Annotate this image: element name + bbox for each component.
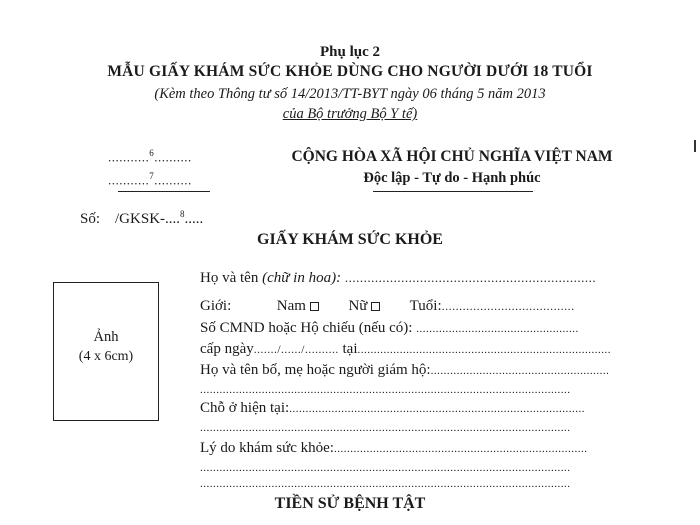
reason-continuation-1[interactable]: ..................................................................................................................	[200, 462, 571, 474]
motto-underline	[373, 191, 533, 192]
medical-history-heading: TIỀN SỬ BỆNH TẬT	[274, 495, 426, 512]
footnote-8: 8	[180, 209, 185, 219]
id-number-field[interactable]	[200, 320, 579, 337]
photo-size: (4 x 6cm)	[78, 349, 134, 364]
id-label: Số CMND hoặc Hộ chiếu (nếu có):	[200, 320, 417, 336]
full-name-field[interactable]	[200, 270, 596, 287]
reason-dots: ..............................................................................	[333, 443, 588, 455]
gender-label: Giới:	[200, 298, 232, 314]
agency-line-2: ...........$^7$..........	[108, 171, 192, 188]
agency-line-1: ...........$^6$..........	[108, 148, 192, 165]
guardian-field[interactable]	[200, 362, 609, 379]
issue-date-dots: ......./....../..........	[253, 344, 339, 356]
residence-continuation[interactable]: ..................................................................................................................	[200, 422, 571, 434]
form-title: MẪU GIẤY KHÁM SỨC KHỎE DÙNG CHO NGƯỜI DƯỚI 18 TUỔI	[107, 63, 593, 80]
issue-date-label: cấp ngày	[200, 341, 254, 357]
footnote-6: 6	[149, 148, 155, 158]
issue-place-dots: ..............................................................................	[357, 344, 611, 356]
issuing-authority: của Bộ trưởng Bộ Y tế)	[282, 106, 418, 122]
document-title: GIẤY KHÁM SỨC KHỎE	[257, 231, 443, 248]
full-name-dots: ...................................................................	[341, 270, 597, 285]
issue-place-label: tại	[342, 341, 358, 357]
age-dots[interactable]: ......................................	[441, 299, 575, 313]
document-number: Số: /GKSK-....$^8$.....	[80, 209, 204, 227]
reason-label: Lý do khám sức khỏe:	[200, 440, 334, 456]
guardian-continuation[interactable]: ..................................................................................................................	[200, 384, 571, 396]
guardian-label: Họ và tên bố, mẹ hoặc người giám hộ:	[200, 362, 431, 378]
reason-continuation-2[interactable]: ..................................................................................................................	[200, 478, 571, 490]
age-label: Tuổi:	[409, 298, 442, 314]
residence-label: Chỗ ở hiện tại:	[200, 400, 290, 416]
male-label: Nam	[276, 298, 306, 314]
agency-underline	[118, 191, 210, 192]
photo-label: Ảnh	[93, 329, 119, 345]
issue-row[interactable]	[200, 341, 611, 358]
gender-age-row	[200, 298, 575, 315]
female-checkbox[interactable]	[371, 302, 380, 311]
id-dots: ..................................................	[416, 323, 579, 335]
page-edge-mark	[694, 140, 700, 152]
national-name: CỘNG HÒA XÃ HỘI CHỦ NGHĨA VIỆT NAM	[291, 148, 613, 165]
residence-dots: ...........................................................................................	[289, 403, 585, 415]
full-name-label: Họ và tên	[200, 270, 263, 286]
full-name-hint: (chữ in hoa):	[262, 270, 342, 286]
footnote-7: 7	[149, 171, 155, 181]
reason-field[interactable]	[200, 440, 587, 457]
female-label: Nữ	[348, 298, 368, 314]
guardian-dots: .......................................................	[430, 365, 610, 377]
appendix-label: Phụ lục 2	[319, 44, 380, 60]
residence-field[interactable]	[200, 400, 585, 417]
photo-box	[53, 282, 159, 421]
national-motto: Độc lập - Tự do - Hạnh phúc	[363, 170, 541, 186]
male-checkbox[interactable]	[310, 302, 319, 311]
circular-reference: (Kèm theo Thông tư số 14/2013/TT-BYT ngày 06 tháng 5 năm 2013	[154, 86, 546, 102]
